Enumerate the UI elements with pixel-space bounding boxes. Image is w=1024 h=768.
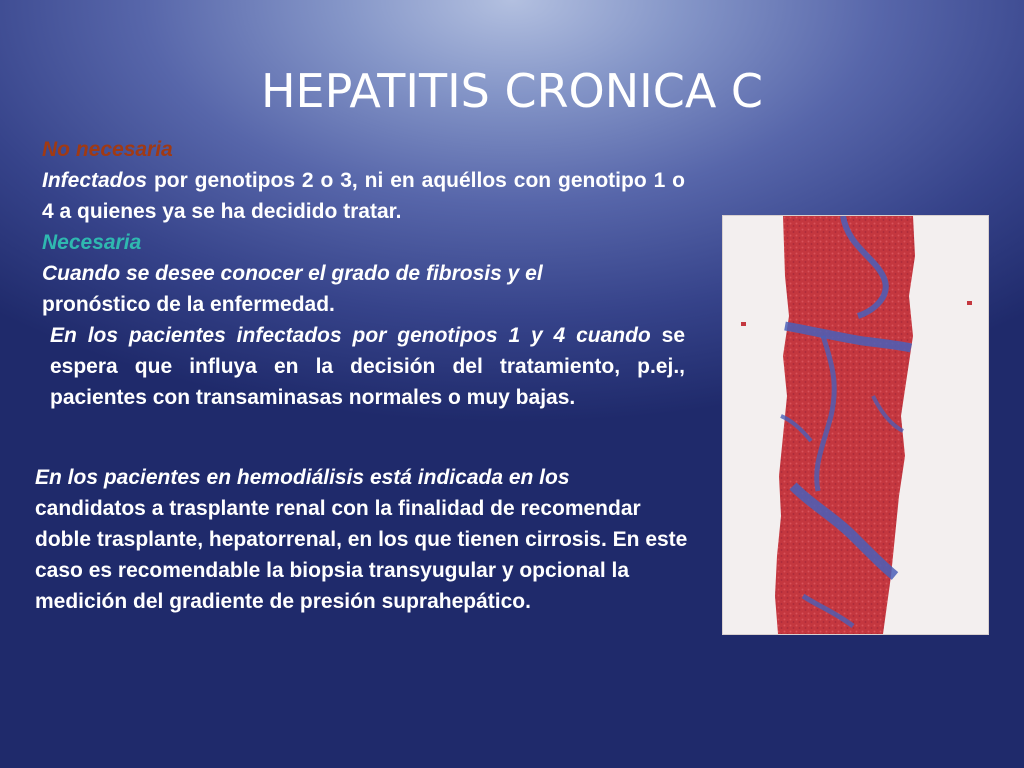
tissue-speck	[967, 301, 972, 305]
genotipos-italic: En los pacientes infectados por genotipos 1 y 4 cuando	[50, 324, 651, 347]
tissue-speck	[741, 322, 746, 326]
biopsy-illustration	[723, 216, 988, 634]
infectados-rest: por genotipos 2 o 3, ni en aquéllos con genotipo 1 o 4 a quienes ya se ha decidido tratar.	[42, 169, 685, 223]
hemo-italic: En los pacientes en hemodiálisis está indicada en los	[35, 466, 570, 489]
fibrosis-rest: pronóstico de la enfermedad.	[42, 293, 335, 316]
hemodialysis-text	[35, 462, 690, 617]
hemo-rest: candidatos a trasplante renal con la finalidad de recomendar doble trasplante, hepatorrenal, en los que tienen cirrosis. En este caso es recomendable la biopsia transyugular y opcional la medición del gradiente de presión suprahepático.	[35, 497, 688, 613]
paragraph-genotipos	[42, 320, 685, 413]
infectados-lead: Infectados	[42, 169, 148, 192]
genotipos-rest: se espera que influya en la decisión del tratamiento, p.ej., pacientes con transaminasas normales o muy bajas.	[50, 324, 685, 409]
paragraph-infectados	[42, 165, 685, 227]
heading-no-necesaria: No necesaria	[42, 138, 173, 161]
heading-necesaria: Necesaria	[42, 231, 142, 254]
indications-text	[42, 134, 685, 413]
fibrosis-line: Cuando se desee conocer el grado de fibrosis y el	[42, 262, 543, 285]
slide-title: HEPATITIS CRONICA C	[260, 64, 764, 118]
liver-biopsy-histology-image	[722, 215, 989, 635]
